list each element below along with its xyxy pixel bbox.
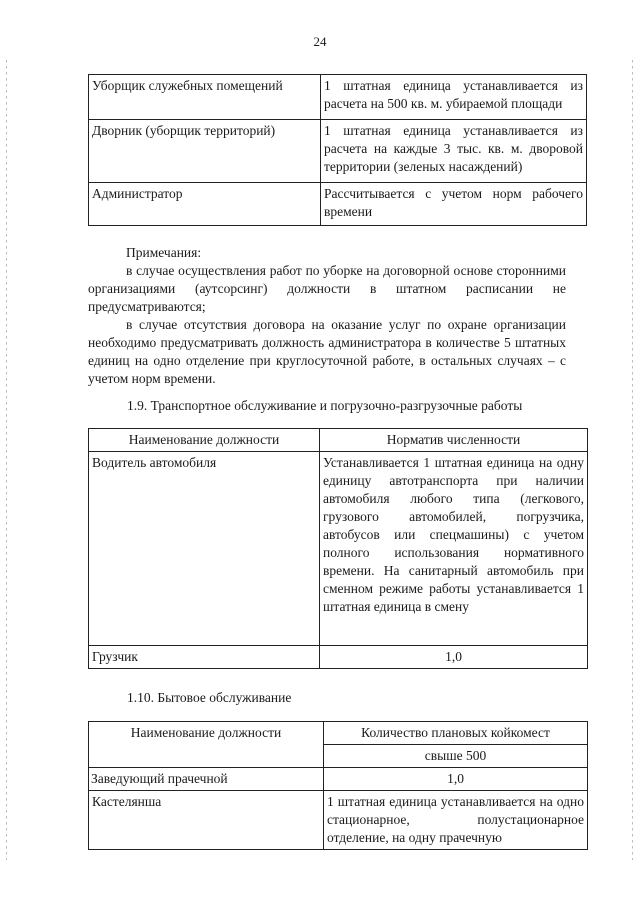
column-header-beds: Количество плановых койкомест [324,722,588,745]
table-row [89,646,588,669]
column-header-position: Наименование должности [89,429,320,452]
table-row [89,75,587,120]
norm-cell: 1 штатная единица устанавливается из расчета на каждые 3 тыс. кв. м. дворовой территории (зеленых насаждений) [321,120,587,183]
left-margin-perforation [6,60,7,860]
table-row [89,768,588,791]
position-cell: Грузчик [89,646,320,669]
column-header-norm: Норматив численности [320,429,588,452]
column-subheader-over-500: свыше 500 [324,745,588,768]
position-cell: Заведующий прачечной [89,768,324,791]
table-row [89,120,587,183]
page-number: 24 [313,34,327,49]
column-header-position: Наименование должности [89,722,324,768]
norm-cell: 1,0 [320,646,588,669]
position-cell: Дворник (уборщик территорий) [89,120,321,183]
position-cell: Водитель автомобиля [89,452,320,646]
notes-block [88,244,566,388]
norm-cell: Устанавливается 1 штатная единица на одну единицу автотранспорта при наличии автомобиля любого типа (легкового, грузового автомобилей, погрузчика, автобусов или спецмашины) с учетом полного использования нормативного времени. На санитарный автомобиль при сменном режиме работы устанавливается 1 штатная единица в смену [320,452,588,646]
position-cell: Уборщик служебных помещений [89,75,321,120]
section-heading-household: 1.10. Бытовое обслуживание [127,690,292,705]
table-row [89,791,588,850]
staffing-table-cleaning [88,74,587,226]
table-header-row [89,429,588,452]
notes-title: Примечания: [126,245,202,260]
norm-cell: 1,0 [324,768,588,791]
staffing-table-household [88,721,588,850]
notes-paragraph-outsourcing: в случае осуществления работ по уборке на договорной основе сторонними организациями (аутсорсинг) должности в штатном расписании не предусматриваются; [88,263,566,314]
norm-cell: Рассчитывается с учетом норм рабочего времени [321,183,587,226]
notes-paragraph-administrator: в случае отсутствия договора на оказание услуг по охране организации необходимо предусматривать должность администратора в количестве 5 штатных единиц на одно отделение при круглосуточной работе, в остальных случаях – с учетом норм времени. [88,317,566,386]
staffing-table-transport [88,428,588,669]
position-cell: Кастелянша [89,791,324,850]
table-header-row [89,722,588,745]
norm-cell: 1 штатная единица устанавливается из расчета на 500 кв. м. убираемой площади [321,75,587,120]
table-row [89,183,587,226]
section-heading-transport: 1.9. Транспортное обслуживание и погрузочно-разгрузочные работы [127,398,523,413]
norm-cell: 1 штатная единица устанавливается на одно стационарное, полустационарное отделение, на одну прачечную [324,791,588,850]
table-row [89,452,588,646]
position-cell: Администратор [89,183,321,226]
right-margin-perforation [632,60,633,860]
